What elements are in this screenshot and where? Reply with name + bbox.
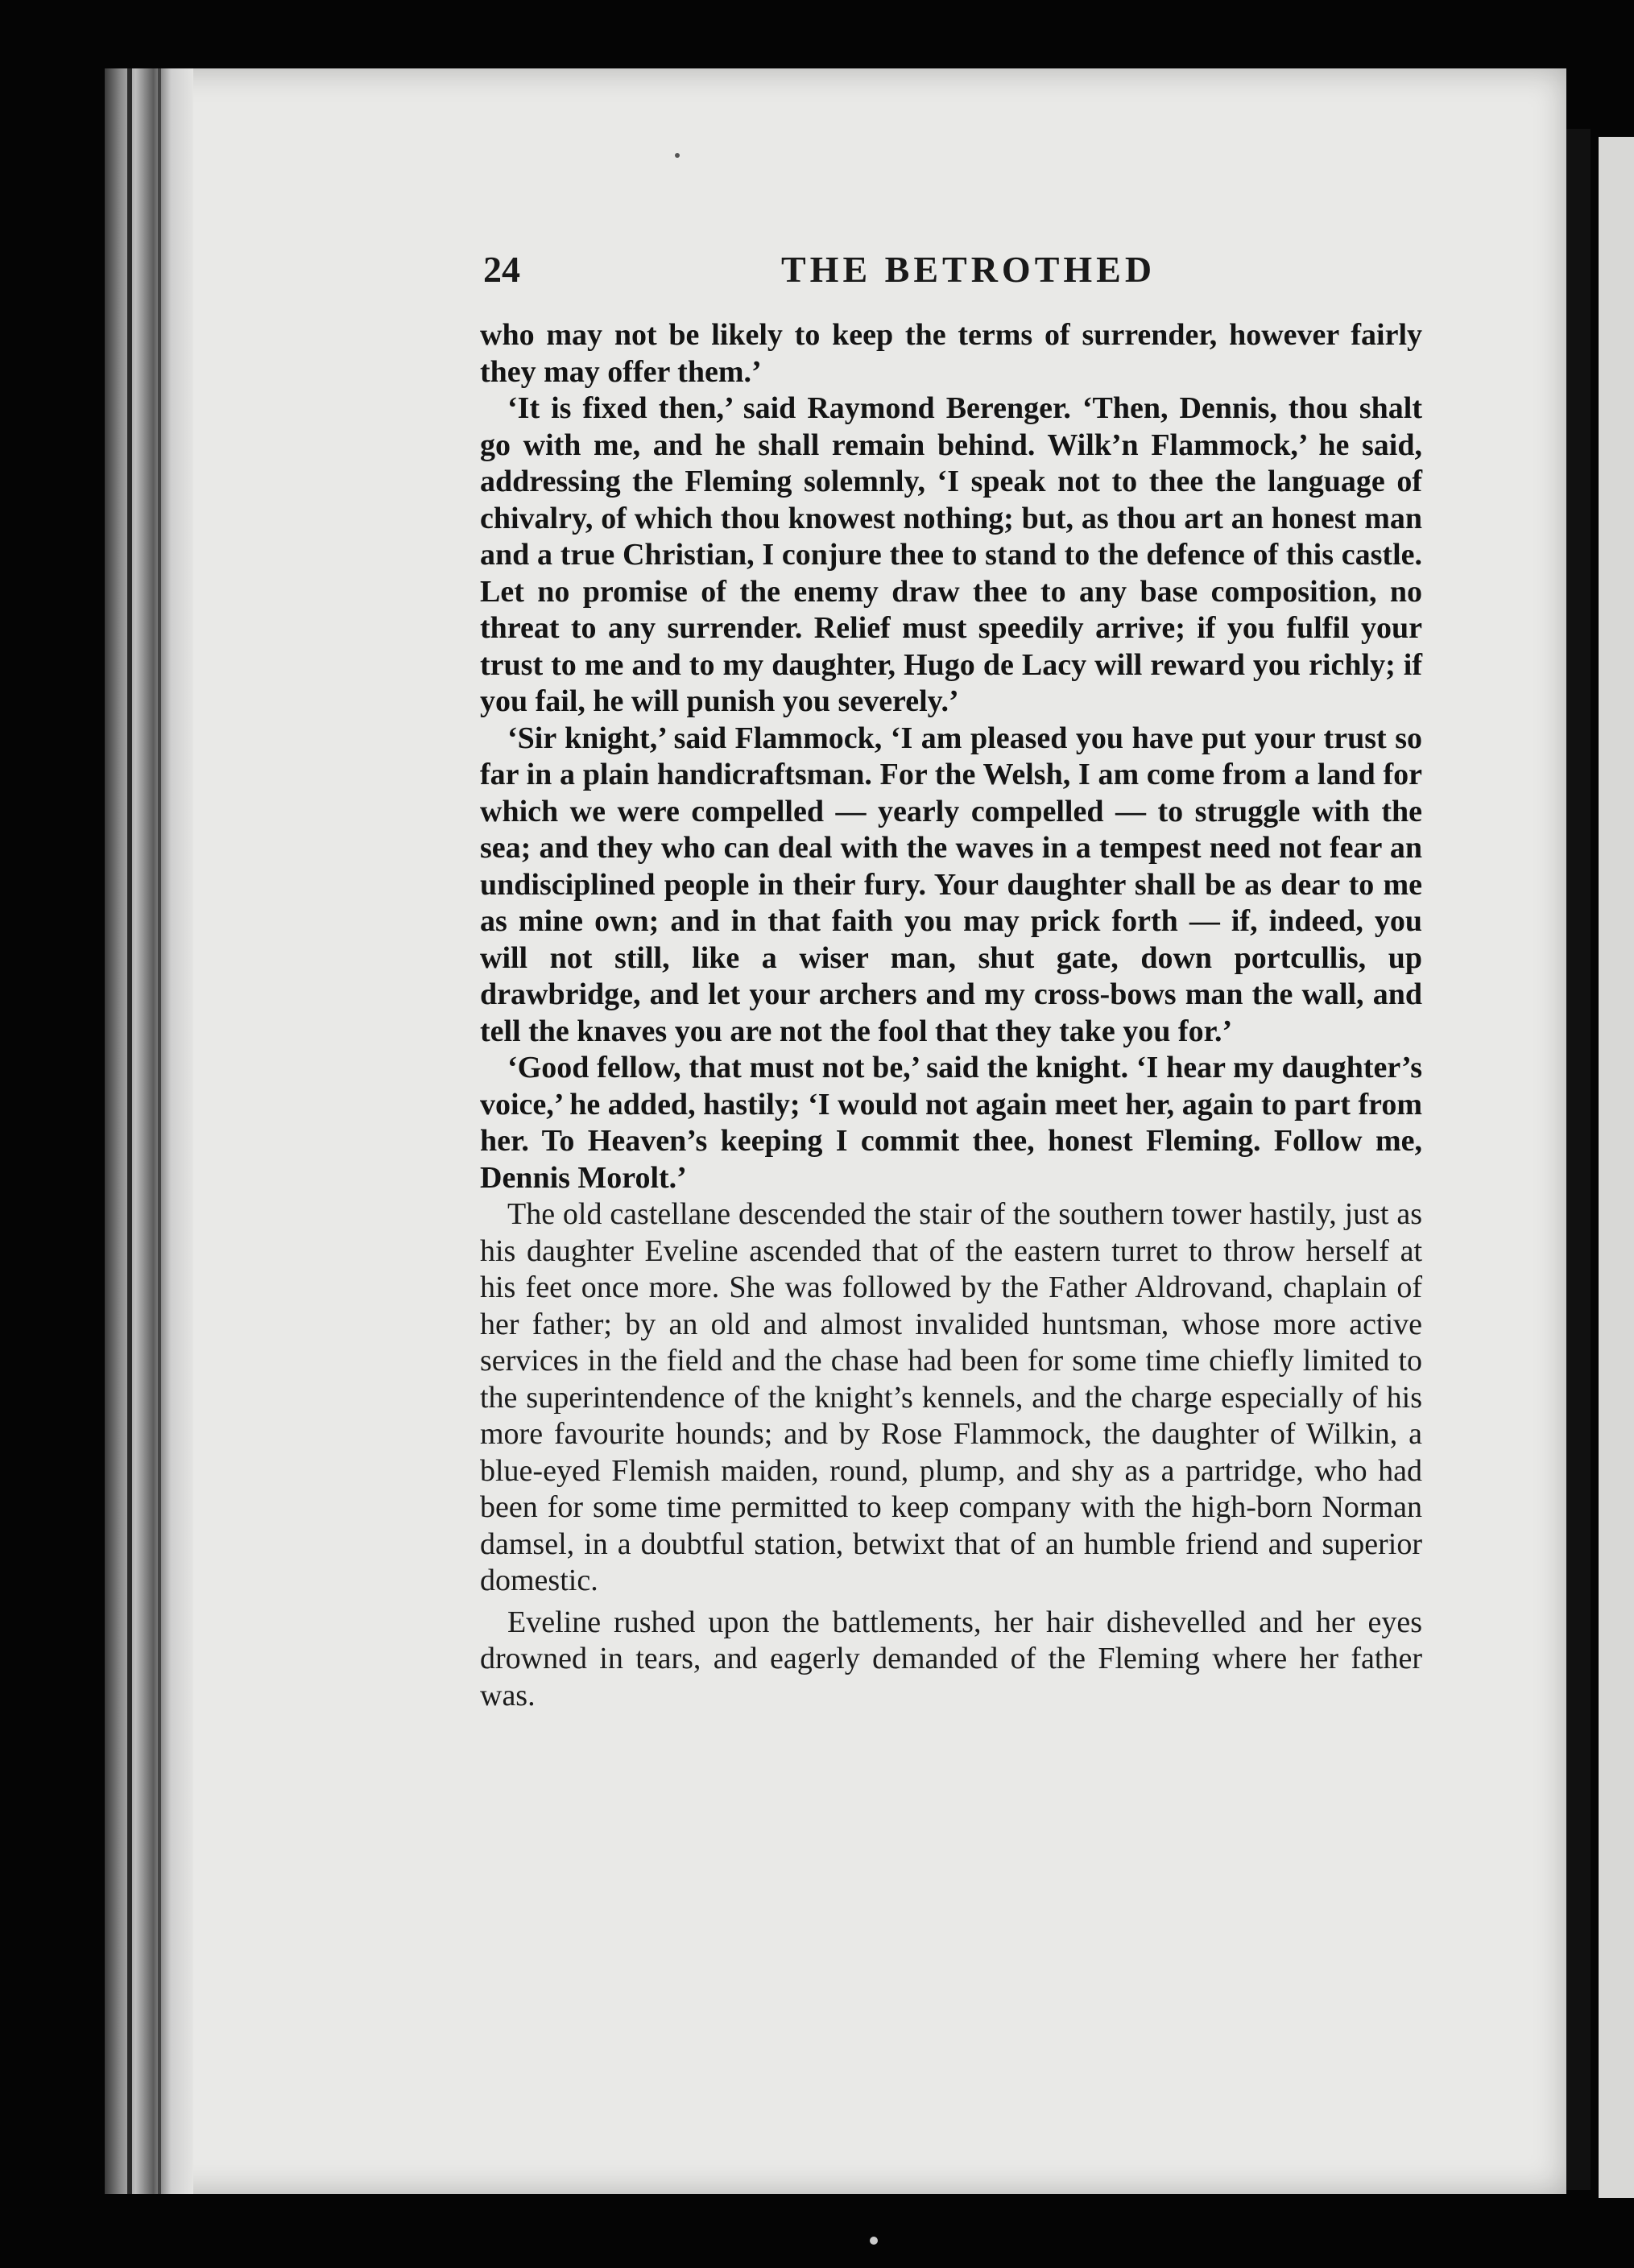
gutter-line xyxy=(158,68,161,2194)
running-title: THE BETROTHED xyxy=(781,249,1156,290)
paragraph: Eveline rushed upon the battlements, her hair dishevelled and her eyes drowned in tears, and eagerly demanded of the Fleming where her father was. xyxy=(480,1605,1422,1712)
paragraph: The old castellane descended the stair of the southern tower hastily, just as his daughter Eveline ascended that of the eastern turret to throw herself at his feet once more. She was followed by the Father Aldrovand, chaplain of her father; by an old and almost invalided huntsman, whose more active services in the field and the chase had been for some time chiefly limited to the superintendence of the knight’s kennels, and the charge especially of his more favourite hounds; and by Rose Flammock, the daughter of Wilkin, a blue-eyed Flemish maiden, round, plump, and shy as a partridge, who had been for some time permitted to keep company with the high-born Norman damsel, in a doubtful station, betwixt that of an humble friend and superior domestic. xyxy=(480,1197,1422,1597)
paragraph: ‘It is fixed then,’ said Raymond Berenger. ‘Then, Dennis, thou shalt go with me, and he shall remain behind. Wilk’n Flammock,’ he said, addressing the Fleming solemnly, ‘I speak not to thee the language of chivalry, of which thou knowest nothing; but, as thou art an honest man and a true Christian, I conjure thee to stand to the defence of this castle. Let no promise of the enemy draw thee to any base composition, no threat to any surrender. Relief must speedily arrive; if you fulfil your trust to me and to my daughter, Hugo de Lacy will reward you richly; if you fail, he will punish you severely.’ xyxy=(480,391,1422,718)
page-gutter xyxy=(105,68,193,2194)
paragraph: ‘Sir knight,’ said Flammock, ‘I am pleased you have put your trust so far in a plain handicraftsman. For the Welsh, I am come from a land for which we were compelled — yearly compelled — to struggle with the sea; and they who can deal with the waves in a tempest need not fear an undisciplined people in their fury. Your daughter shall be as dear to me as mine own; and in that faith you may prick forth — if, indeed, you will not still, like a wiser man, shut gate, down portcullis, up drawbridge, and let your archers and my cross-bows man the wall, and tell the knaves you are not the fool that they take you for.’ xyxy=(480,721,1422,1048)
scan-speck xyxy=(870,2237,878,2245)
next-page-edge xyxy=(1599,137,1634,2198)
page-header xyxy=(483,248,1417,296)
page-edge-shadow xyxy=(1566,129,1591,2190)
body-text xyxy=(480,317,1422,1714)
paragraph: ‘Good fellow, that must not be,’ said the knight. ‘I hear my daughter’s voice,’ he added, hastily; ‘I would not again meet her, again to part from her. To Heaven’s keeping I commit thee, honest Fleming. Follow me, Dennis Morolt.’ xyxy=(480,1051,1422,1195)
paragraph: who may not be likely to keep the terms of surrender, however fairly they may offer them.’ xyxy=(480,318,1422,389)
scan-speck xyxy=(675,153,680,158)
gutter-line xyxy=(127,68,132,2194)
page-number: 24 xyxy=(483,249,520,290)
